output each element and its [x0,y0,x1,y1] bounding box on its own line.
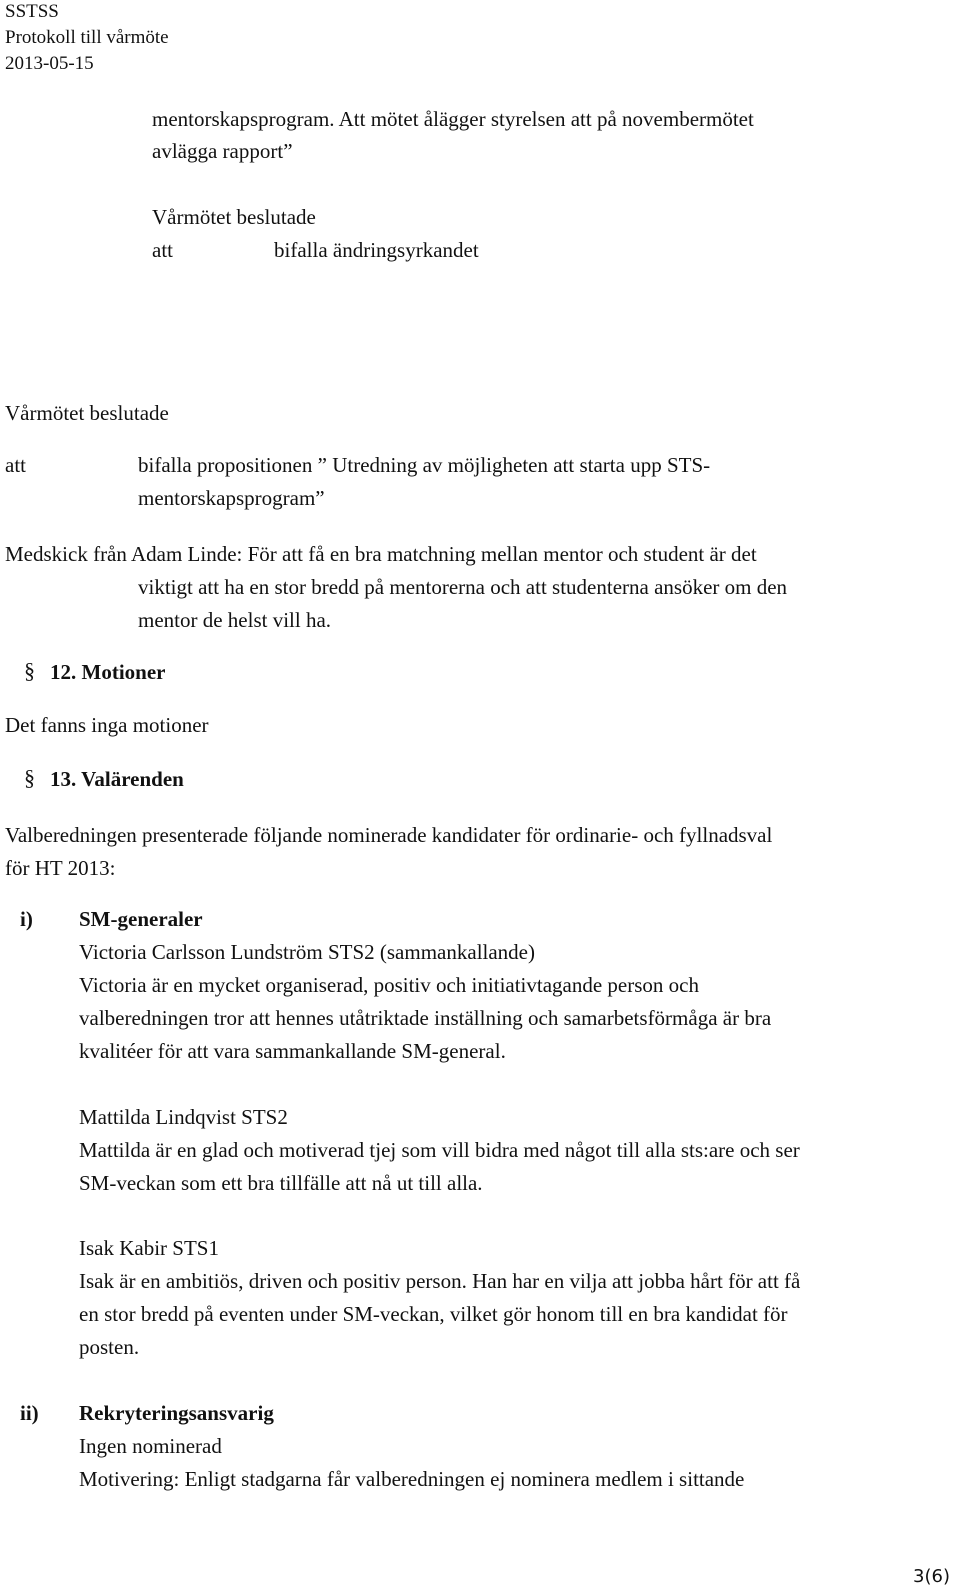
carryover-line: avlägga rapport” [152,139,293,163]
candidate-text: Mattilda är en glad och motiverad tjej som vill bidra med något till alla sts:are och ser [79,1138,800,1162]
decision-heading: Vårmötet beslutade [5,401,169,425]
candidate-text: en stor bredd på eventen under SM-veckan, vilket gör honom till en bra kandidat för [79,1302,788,1326]
header-doc-title: Protokoll till vårmöte [5,27,169,48]
decided-heading: Vårmötet beslutade [152,205,316,229]
section-title: 12. Motioner [50,660,166,684]
candidate-text: Isak är en ambitiös, driven och positiv person. Han har en vilja att jobba hårt för att få [79,1269,801,1293]
decision-line: bifalla propositionen ” Utredning av möjligheten att starta upp STS- [138,453,711,477]
candidate-text: valberedningen tror att hennes utåtriktade inställning och samarbetsförmåga är bra [79,1006,772,1030]
section-title: 13. Valärenden [50,767,184,791]
candidate-name: Mattilda Lindqvist STS2 [79,1105,288,1129]
item-title: Rekryteringsansvarig [79,1401,274,1425]
candidate-name: Ingen nominerad [79,1434,222,1458]
candidate-text: SM-veckan som ett bra tillfälle att nå ut till alla. [79,1171,483,1195]
candidate-name: Isak Kabir STS1 [79,1236,219,1260]
medskick-line: Medskick från Adam Linde: För att få en bra matchning mellan mentor och student är det [5,542,757,566]
decision-line: mentorskapsprogram” [138,486,325,510]
decided-att: att [152,238,173,262]
candidate-text: posten. [79,1335,140,1359]
section-intro: Valberedningen presenterade följande nominerade kandidater för ordinarie- och fyllnadsval [5,823,773,847]
medskick-line: viktigt att ha en stor bredd på mentorerna och att studenterna ansöker om den [138,575,788,599]
candidate-name: Victoria Carlsson Lundström STS2 (sammankallande) [79,940,535,964]
candidate-text: Victoria är en mycket organiserad, positiv och initiativtagande person och [79,973,699,997]
section-sign-icon: § [24,765,35,790]
page-number: 3(6) [913,1566,950,1587]
decided-text: bifalla ändringsyrkandet [274,238,479,262]
carryover-line: mentorskapsprogram. Att mötet ålägger styrelsen att på novembermötet [152,107,754,131]
candidate-text: Motivering: Enligt stadgarna får valberedningen ej nominera medlem i sittande [79,1467,745,1491]
section-sign-icon: § [24,658,35,683]
item-title: SM-generaler [79,907,203,931]
item-number: i) [20,907,33,931]
medskick-line: mentor de helst vill ha. [138,608,332,632]
decision-att: att [5,453,26,477]
header-date: 2013-05-15 [5,53,94,74]
section-text: Det fanns inga motioner [5,713,209,737]
section-intro: för HT 2013: [5,856,116,880]
item-number: ii) [20,1401,39,1425]
candidate-text: kvalitéer för att vara sammankallande SM-general. [79,1039,506,1063]
header-org: SSTSS [5,1,59,22]
